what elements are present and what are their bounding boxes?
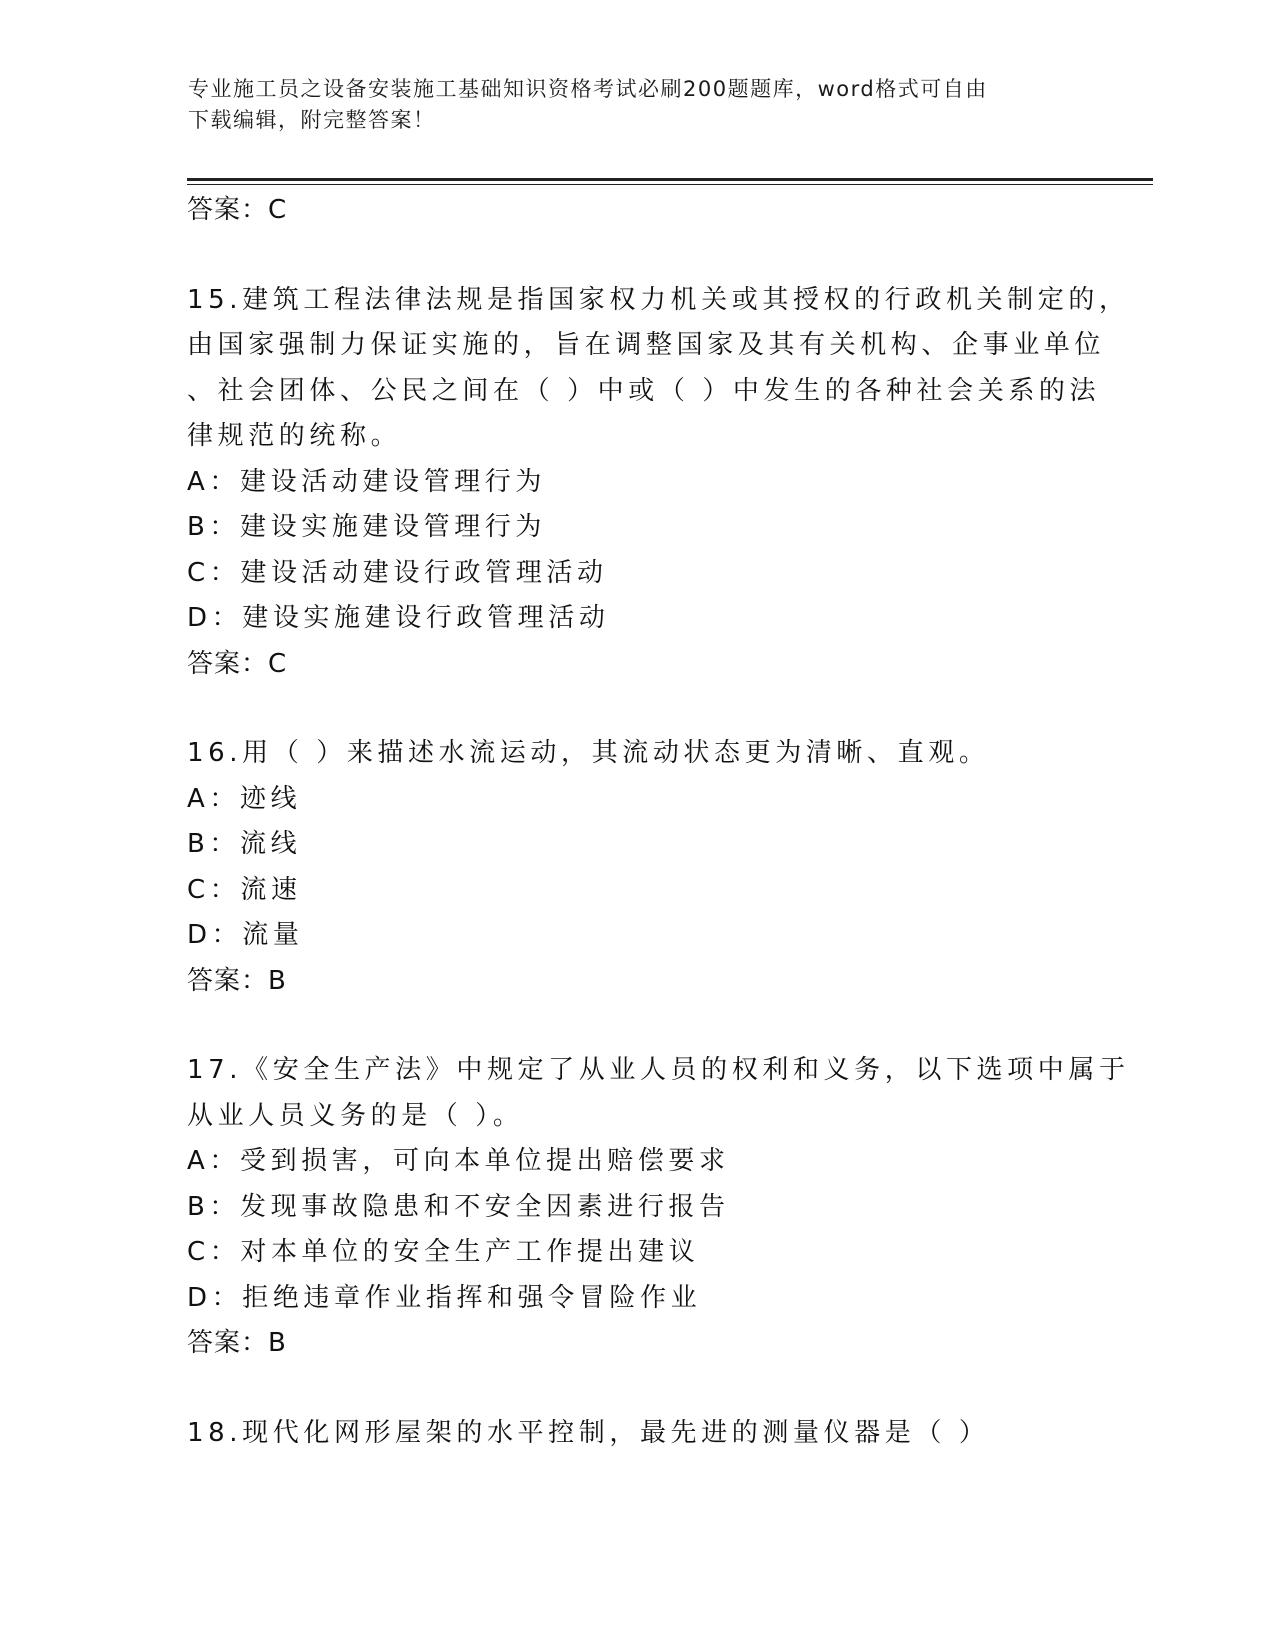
option-d: D：建设实施建设行政管理活动 <box>187 603 610 633</box>
option-a: A：建设活动建设管理行为 <box>187 466 546 497</box>
question-text-line: 17.《安全生产法》中规定了从业人员的权利和义务，以下选项中属于 <box>187 1055 1130 1085</box>
question-text-line: 18.现代化网形屋架的水平控制，最先进的测量仪器是（ ） <box>187 1417 990 1448</box>
spacer <box>187 234 1087 278</box>
question-block-17 <box>187 1048 1130 1367</box>
question-text-line: 15.建筑工程法律法规是指国家权力机关或其授权的行政机关制定的， <box>187 284 1130 315</box>
header-divider-thin <box>187 184 1153 185</box>
spacer <box>187 1004 1087 1048</box>
answer-label: 答案：B <box>187 1328 287 1358</box>
spacer <box>187 687 1087 731</box>
question-text-line: 由国家强制力保证实施的，旨在调整国家及其有关机构、企事业单位 <box>187 330 1106 360</box>
option-c: C：流速 <box>187 874 302 905</box>
option-d: D：拒绝违章作业指挥和强令冒险作业 <box>187 1282 702 1313</box>
header-divider-thick <box>187 178 1153 181</box>
question-block-18 <box>187 1411 1087 1457</box>
option-c: C：建设活动建设行政管理活动 <box>187 557 608 588</box>
question-content <box>187 188 1130 1456</box>
option-d: D：流量 <box>187 920 304 950</box>
header-title-line-1: 专业施工员之设备安装施工基础知识资格考试必刷200题题库，word格式可自由 <box>188 77 988 101</box>
option-b: B：发现事故隐患和不安全因素进行报告 <box>187 1191 730 1222</box>
answer-label: 答案：C <box>187 648 288 679</box>
question-block-16 <box>187 731 1087 1004</box>
previous-answer: 答案：C <box>187 195 288 225</box>
question-text-line: 律规范的统称。 <box>187 421 402 451</box>
option-b: B：建设实施建设管理行为 <box>187 512 547 542</box>
question-text-line: 从业人员义务的是（ ）。 <box>187 1100 524 1131</box>
answer-label: 答案：B <box>187 965 287 996</box>
option-b: B：流线 <box>187 829 302 859</box>
option-a: A：受到损害，可向本单位提出赔偿要求 <box>187 1146 730 1176</box>
option-a: A：迹线 <box>187 783 302 814</box>
header-title-line-2: 下载编辑，附完整答案！ <box>188 108 436 132</box>
question-block-15 <box>187 278 1130 688</box>
page-header <box>188 74 1068 136</box>
option-c: C：对本单位的安全生产工作提出建议 <box>187 1237 700 1267</box>
spacer <box>187 1367 1087 1411</box>
question-text-line: 16.用（ ）来描述水流运动，其流动状态更为清晰、直观。 <box>187 738 990 768</box>
question-text-line: 、社会团体、公民之间在（ ）中或（ ）中发生的各种社会关系的法 <box>187 375 1101 406</box>
